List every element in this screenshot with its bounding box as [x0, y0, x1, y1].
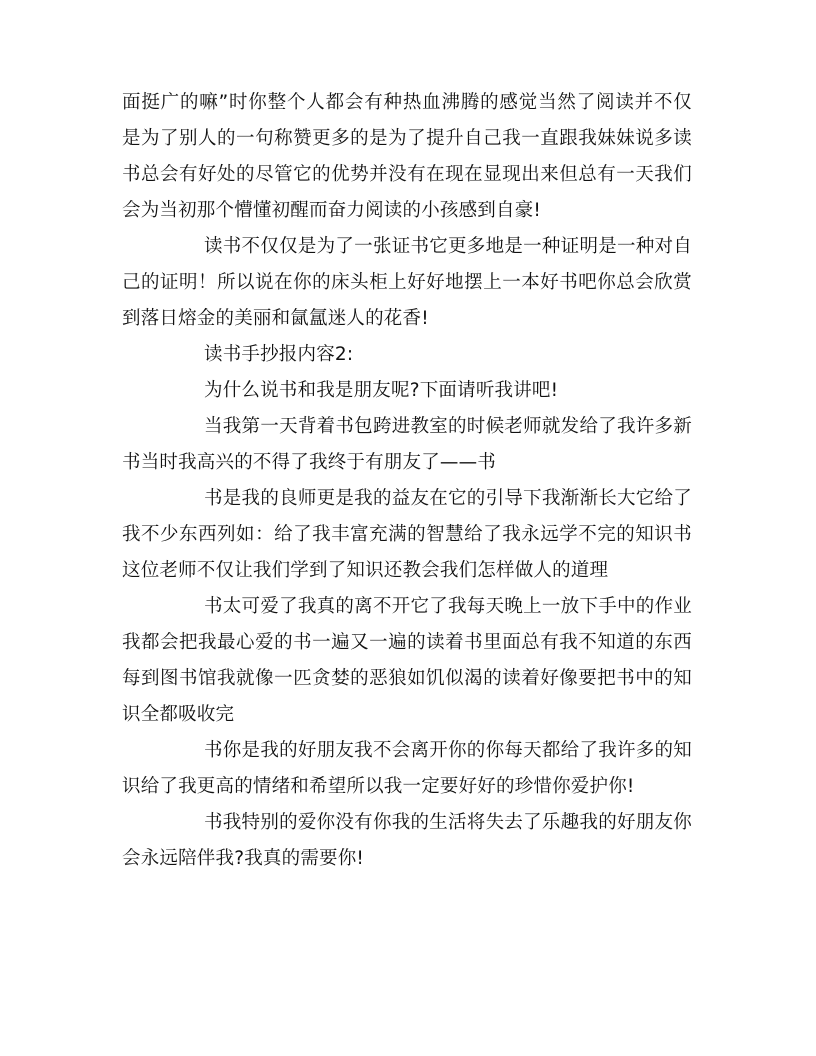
text-line: 为什么说书和我是朋友呢?下面请听我讲吧! — [204, 380, 559, 401]
text-line: 是为了别人的一句称赞更多的是为了提升自己我一直跟我妹妹说多读 — [122, 128, 692, 149]
text-line: 会永远陪伴我?我真的需要你! — [122, 848, 365, 869]
paragraph-8 — [122, 733, 692, 805]
paragraph-4 — [122, 373, 692, 409]
text-line: 书你是我的好朋友我不会离开你的你每天都给了我许多的知 — [204, 740, 692, 761]
text-line: 面挺广的嘛”时你整个人都会有种热血沸腾的感觉当然了阅读并不仅 — [122, 92, 692, 113]
text-line: 我都会把我最心爱的书一遍又一遍的读着书里面总有我不知道的东西 — [122, 632, 692, 653]
text-line: 己的证明！所以说在你的床头柜上好好地摆上一本好书吧你总会欣赏 — [122, 272, 692, 293]
paragraph-7 — [122, 589, 692, 733]
text-line: 书是我的良师更是我的益友在它的引导下我渐渐长大它给了 — [204, 488, 692, 509]
text-line: 当我第一天背着书包跨进教室的时候老师就发给了我许多新 — [204, 416, 692, 437]
text-line: 书我特别的爱你没有你我的生活将失去了乐趣我的好朋友你 — [204, 812, 692, 833]
text-line: 识给了我更高的情绪和希望所以我一定要好好的珍惜你爱护你! — [122, 776, 635, 797]
text-line: 书太可爱了我真的离不开它了我每天晚上一放下手中的作业 — [204, 596, 692, 617]
paragraph-2 — [122, 229, 692, 337]
section-heading — [122, 337, 692, 373]
text-line: 识全都吸收完 — [122, 704, 235, 725]
text-line: 我不少东西列如：给了我丰富充满的智慧给了我永远学不完的知识书 — [122, 524, 692, 545]
text-line: 这位老师不仅让我们学到了知识还教会我们怎样做人的道理 — [122, 560, 609, 581]
heading-line: 读书手抄报内容2: — [204, 344, 354, 365]
paragraph-6 — [122, 481, 692, 589]
text-line: 到落日熔金的美丽和氤氲迷人的花香! — [122, 308, 429, 329]
text-line: 读书不仅仅是为了一张证书它更多地是一种证明是一种对自 — [204, 236, 692, 257]
text-line: 书总会有好处的尽管它的优势并没有在现在显现出来但总有一天我们 — [122, 164, 692, 185]
text-line: 会为当初那个懵懂初醒而奋力阅读的小孩感到自豪! — [122, 200, 542, 221]
paragraph-9 — [122, 805, 692, 877]
document-body — [122, 85, 692, 877]
text-line: 每到图书馆我就像一匹贪婪的恶狼如饥似渴的读着好像要把书中的知 — [122, 668, 692, 689]
text-line: 书当时我高兴的不得了我终于有朋友了——书 — [122, 452, 497, 473]
paragraph-5 — [122, 409, 692, 481]
paragraph-1 — [122, 85, 692, 229]
